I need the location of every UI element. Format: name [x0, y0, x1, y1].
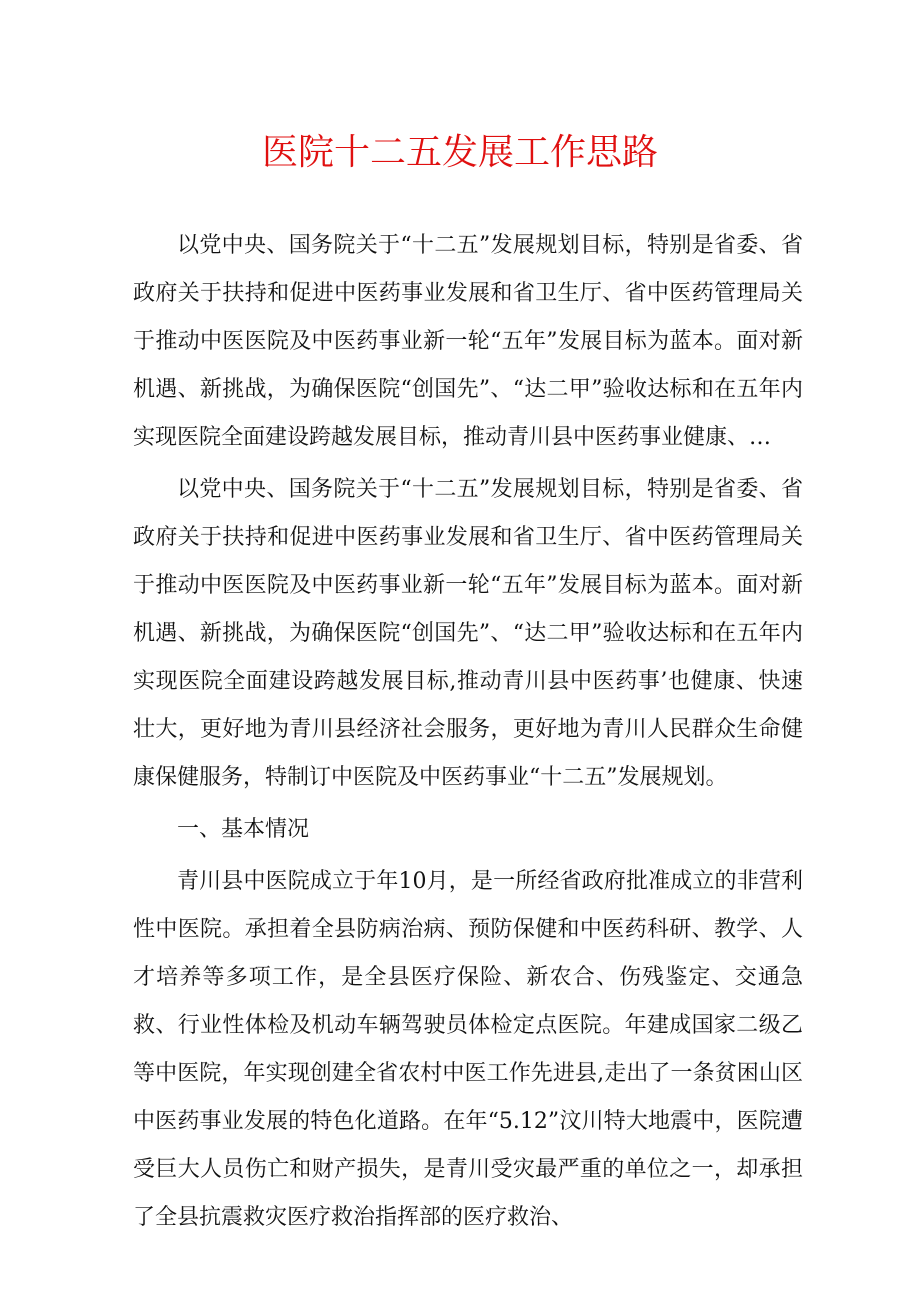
paragraph-basic-info: 青川县中医院成立于年10月，是一所经省政府批准成立的非营利性中医院。承担着全县防病治病、预防保健和中医药科研、教学、人才培养等多项工作，是全县医疗保险、新农合、伤残鉴定、交通急救、行业性体检及机动车辆驾驶员体检定点医院。年建成国家二级乙等中医院，年实现创建全省农村中医工作先进县,走出了一条贫困山区中医药事业发展的特色化道路。在年“5.12”汶川特大地震中，医院遭受巨大人员伤亡和财产损失，是青川受灾最严重的单位之一，却承担了全县抗震救灾医疗救治指挥部的医疗救治、 — [133, 869, 803, 1230]
document-title: 医院十二五发展工作思路 — [261, 132, 658, 173]
section-heading-basic-info: 一、基本情况 — [177, 817, 310, 842]
paragraph-intro-full: 以党中央、国务院关于“十二五”发展规划目标，特别是省委、省政府关于扶持和促进中医药事业发展和省卫生厅、省中医药管理局关于推动中医医院及中医药事业新一轮“五年”发展目标为蓝本。面对新机遇、新挑战，为确保医院“创国先”、“达二甲”验收达标和在五年内实现医院全面建设跨越发展目标,推动青川县中医药事’也健康、快速壮大，更好地为青川县经济社会服务，更好地为青川人民群众生命健康保健服务，特制订中医院及中医药事业“十二五”发展规划。 — [133, 477, 803, 790]
document-body — [133, 222, 803, 1242]
paragraph-intro-excerpt: 以党中央、国务院关于“十二五”发展规划目标，特别是省委、省政府关于扶持和促进中医药事业发展和省卫生厅、省中医药管理局关于推动中医医院及中医药事业新一轮“五年”发展目标为蓝本。面对新机遇、新挑战，为确保医院“创国先”、“达二甲”验收达标和在五年内实现医院全面建设跨越发展目标，推动青川县中医药事业健康、… — [133, 233, 803, 450]
